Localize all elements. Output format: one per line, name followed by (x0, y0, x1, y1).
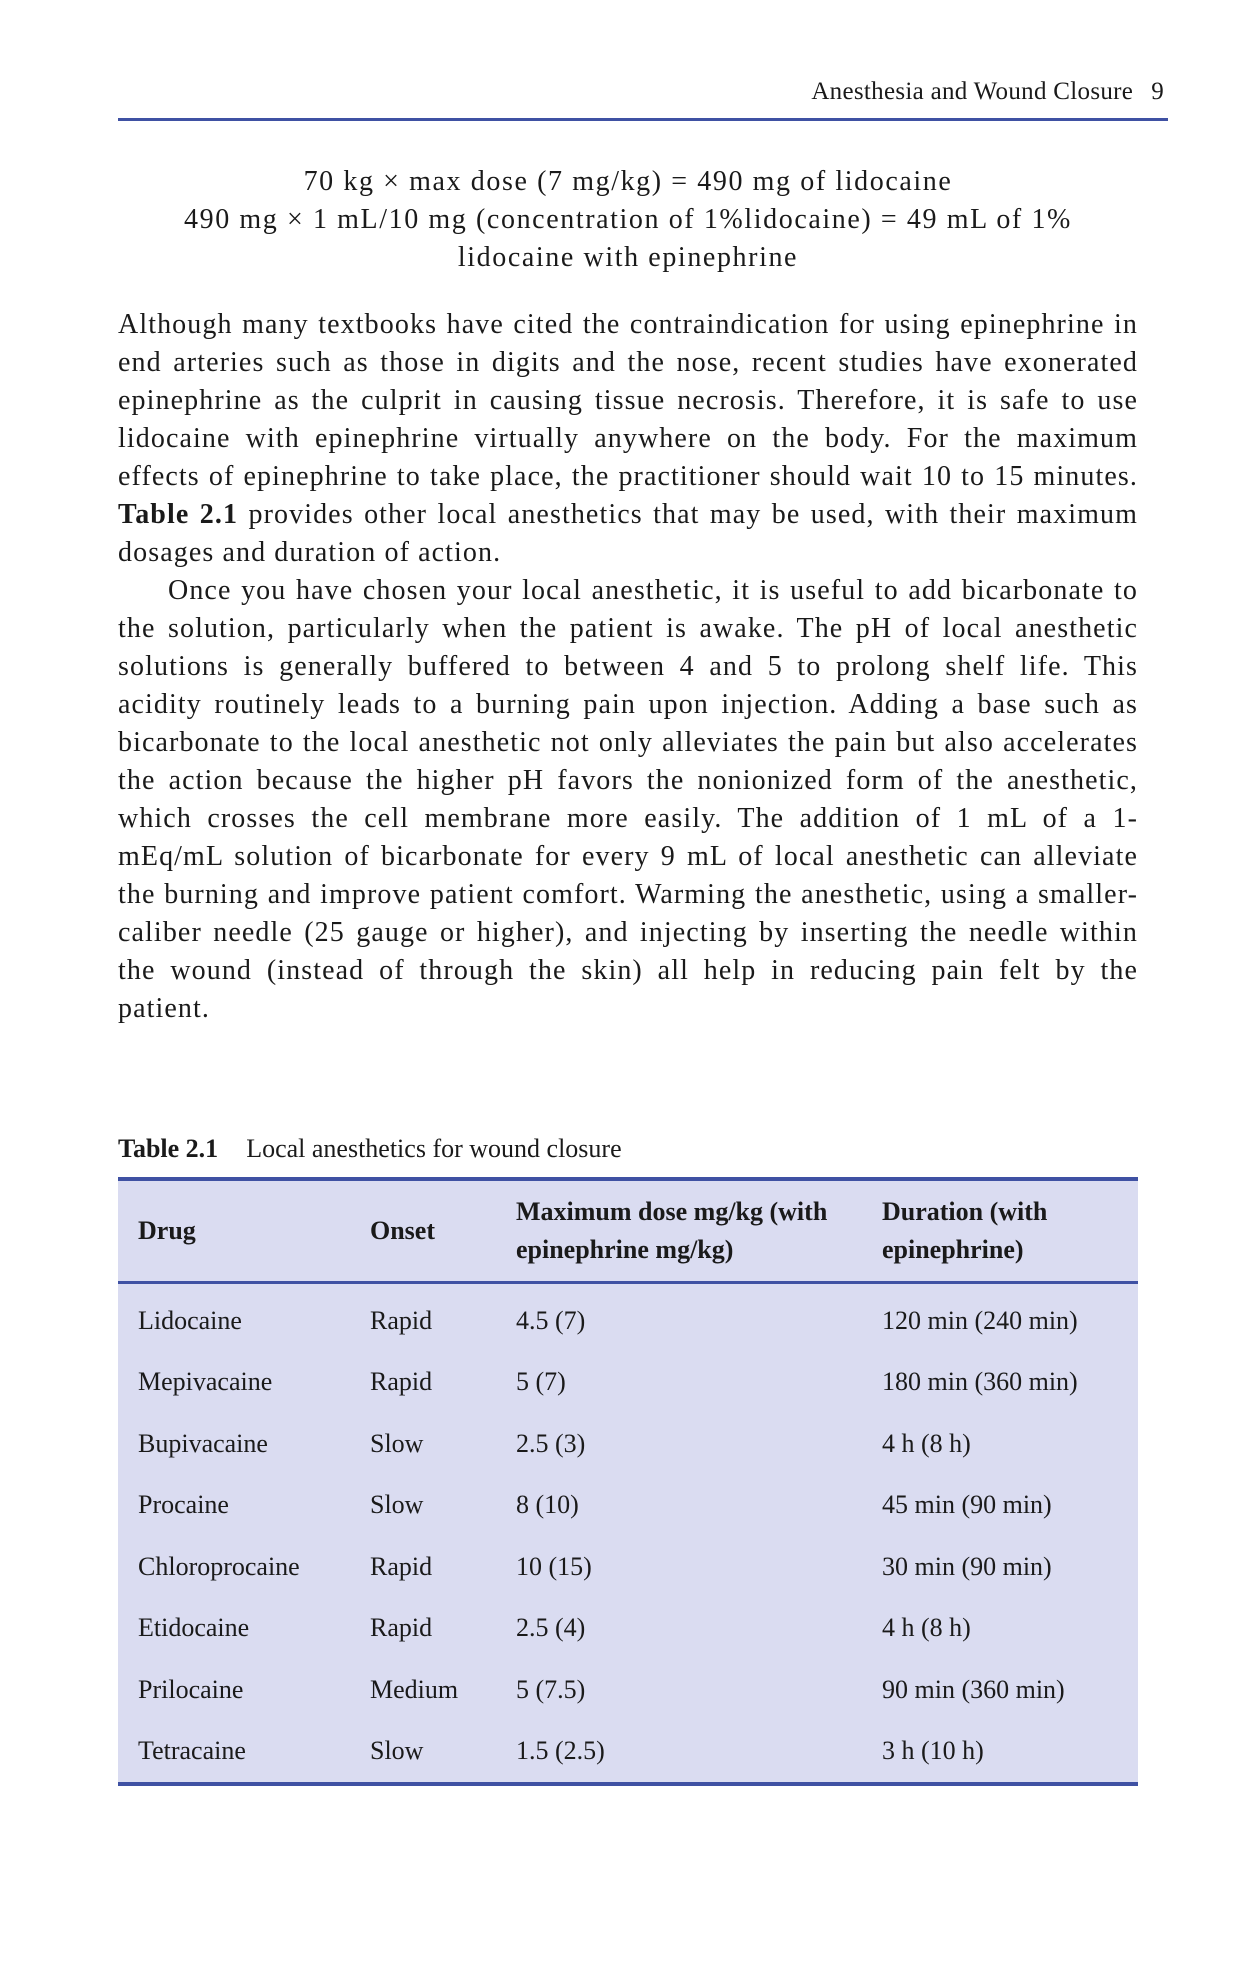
cell-onset: Slow (370, 1736, 424, 1766)
table-reference: Table 2.1 (118, 499, 239, 530)
paragraph-2: Once you have chosen your local anesthetic, it is useful to add bicarbonate to the solution, particularly when the patient is awake. The pH of local anesthetic solutions is generally buffered to between 4 and 5 to prolong shelf life. This acidity routinely leads to a burning pain upon injection. Adding a base such as bicarbonate to the local anesthetic not only alleviates the pain but also accelerates the action because the higher pH favors the nonionized form of the anesthetic, which crosses the cell membrane more easily. The addition of 1 mL of a 1-mEq/mL solution of bicarbonate for every 9 mL of local anesthetic can alleviate the burning and improve patient comfort. Warming the anesthetic, using a smaller-caliber needle (25 gauge or higher), and injecting by inserting the needle within the wound (instead of through the skin) all help in reducing pain felt by the patient. (118, 575, 1138, 1024)
table-row (118, 1283, 1138, 1352)
cell-onset: Medium (370, 1674, 459, 1704)
cell-drug: Lidocaine (138, 1305, 242, 1335)
cell-duration: 4 h (8 h) (882, 1428, 971, 1458)
cell-max-dose: 5 (7.5) (516, 1674, 586, 1704)
cell-drug: Procaine (138, 1490, 229, 1520)
table-row (118, 1598, 1138, 1660)
cell-onset: Slow (370, 1490, 424, 1520)
header-onset: Onset (370, 1181, 516, 1283)
formula-line-3: lidocaine with epinephrine (457, 242, 799, 273)
cell-max-dose: 10 (15) (516, 1551, 592, 1581)
table-caption-text: Local anesthetics for wound closure (246, 1134, 622, 1163)
header-max-dose: Maximum dose mg/kg (with epinephrine mg/kg) (516, 1181, 882, 1283)
table-row (118, 1413, 1138, 1475)
cell-drug: Tetracaine (138, 1736, 246, 1766)
cell-max-dose: 4.5 (7) (516, 1305, 586, 1335)
cell-onset: Slow (370, 1428, 424, 1458)
cell-onset: Rapid (370, 1305, 433, 1335)
cell-drug: Mepivacaine (138, 1367, 273, 1397)
cell-drug: Prilocaine (138, 1674, 244, 1704)
running-header (118, 76, 1168, 121)
table-row (118, 1721, 1138, 1783)
cell-max-dose: 1.5 (2.5) (516, 1736, 605, 1766)
cell-duration: 45 min (90 min) (882, 1490, 1052, 1520)
cell-max-dose: 5 (7) (516, 1367, 566, 1397)
table-row (118, 1659, 1138, 1721)
cell-duration: 120 min (240 min) (882, 1305, 1078, 1335)
formula-line-2: 490 mg × 1 mL/10 mg (concentration of 1%lidocaine) = 49 mL of 1% (184, 204, 1072, 235)
table-row (118, 1475, 1138, 1537)
cell-onset: Rapid (370, 1367, 433, 1397)
cell-onset: Rapid (370, 1613, 433, 1643)
table-caption (118, 1134, 622, 1164)
body-text (118, 306, 1138, 1028)
cell-duration: 30 min (90 min) (882, 1551, 1052, 1581)
anesthetics-table (118, 1177, 1138, 1786)
table-row (118, 1352, 1138, 1414)
table-row (118, 1536, 1138, 1598)
cell-max-dose: 2.5 (3) (516, 1428, 586, 1458)
cell-drug: Bupivacaine (138, 1428, 268, 1458)
cell-duration: 3 h (10 h) (882, 1736, 984, 1766)
cell-max-dose: 2.5 (4) (516, 1613, 586, 1643)
cell-duration: 90 min (360 min) (882, 1674, 1065, 1704)
cell-max-dose: 8 (10) (516, 1490, 579, 1520)
cell-onset: Rapid (370, 1551, 433, 1581)
page-number: 9 (1151, 78, 1164, 105)
table-header-row (118, 1181, 1138, 1283)
cell-duration: 180 min (360 min) (882, 1367, 1078, 1397)
formula-line-1: 70 kg × max dose (7 mg/kg) = 490 mg of lidocaine (303, 166, 953, 197)
running-title: Anesthesia and Wound Closure (811, 78, 1134, 105)
cell-duration: 4 h (8 h) (882, 1613, 971, 1643)
paragraph-1: Although many textbooks have cited the contraindication for using epinephrine in end arteries such as those in digits and the nose, recent studies have exonerated epinephrine as the culprit in causing tissue necrosis. Therefore, it is safe to use lidocaine with epinephrine virtually anywhere on the body. For the maximum effects of epinephrine to take place, the practitioner should wait 10 to 15 minutes. Table 2.1 provides other local anesthetics that may be used, with their maximum dosages and duration of action. (118, 309, 1138, 568)
cell-drug: Chloroprocaine (138, 1551, 300, 1581)
cell-drug: Etidocaine (138, 1613, 250, 1643)
header-duration: Duration (with epinephrine) (882, 1181, 1138, 1283)
table-label: Table 2.1 (118, 1134, 219, 1163)
header-drug: Drug (118, 1181, 370, 1283)
